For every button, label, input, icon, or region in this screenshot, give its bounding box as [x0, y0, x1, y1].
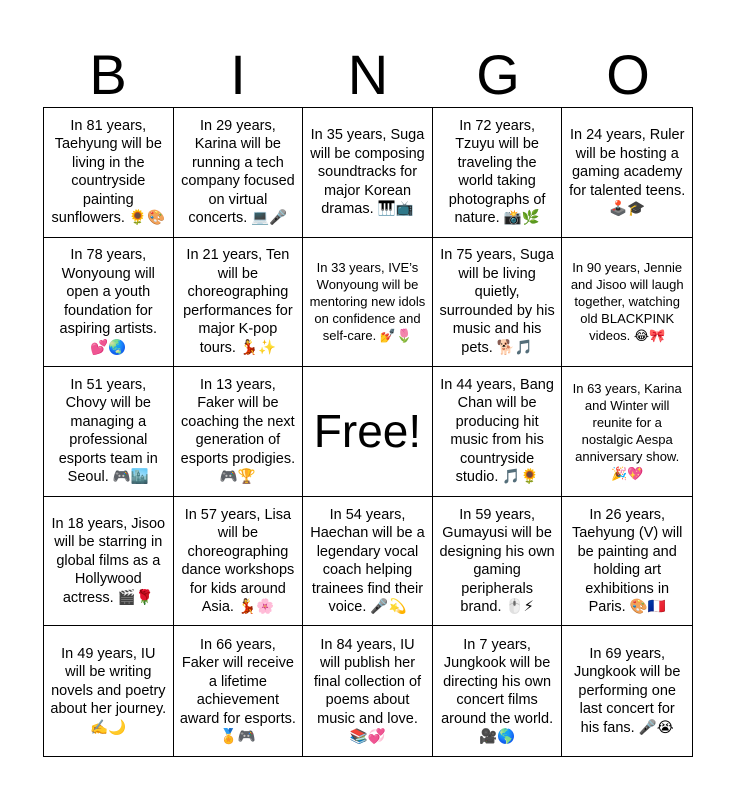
bingo-cell[interactable]: In 75 years, Suga will be living quietly, surrounded by his music and his pets. 🐕🎵: [433, 238, 563, 368]
bingo-cell[interactable]: In 35 years, Suga will be composing soundtracks for major Korean dramas. 🎹📺: [303, 108, 433, 238]
bingo-cell[interactable]: In 81 years, Taehyung will be living in the countryside painting sunflowers. 🌻🎨: [44, 108, 174, 238]
bingo-cell[interactable]: In 44 years, Bang Chan will be producing hit music from his countryside studio. 🎵🌻: [433, 367, 563, 497]
bingo-cell[interactable]: In 24 years, Ruler will be hosting a gaming academy for talented teens. 🕹️🎓: [562, 108, 692, 238]
bingo-cell[interactable]: In 18 years, Jisoo will be starring in global films as a Hollywood actress. 🎬🌹: [44, 497, 174, 627]
bingo-cell[interactable]: In 29 years, Karina will be running a tech company focused on virtual concerts. 💻🎤: [174, 108, 304, 238]
bingo-cell[interactable]: In 66 years, Faker will receive a lifetime achievement award for esports. 🏅🎮: [174, 626, 304, 756]
bingo-cell[interactable]: In 84 years, IU will publish her final collection of poems about music and love. 📚💞: [303, 626, 433, 756]
free-space-cell[interactable]: Free!: [303, 367, 433, 497]
header-letter-n: N: [347, 43, 389, 106]
bingo-cell[interactable]: In 13 years, Faker will be coaching the next generation of esports prodigies. 🎮🏆: [174, 367, 304, 497]
bingo-cell[interactable]: In 21 years, Ten will be choreographing performances for major K-pop tours. 💃✨: [174, 238, 304, 368]
header-letter-o: O: [606, 43, 650, 106]
bingo-cell[interactable]: In 49 years, IU will be writing novels and poetry about her journey. ✍️🌙: [44, 626, 174, 756]
bingo-cell[interactable]: In 63 years, Karina and Winter will reunite for a nostalgic Aespa anniversary show. 🎉💖: [562, 367, 692, 497]
bingo-grid: [43, 107, 693, 757]
bingo-cell[interactable]: In 26 years, Taehyung (V) will be painting and holding art exhibitions in Paris. 🎨🇫🇷: [562, 497, 692, 627]
bingo-header: [43, 40, 693, 110]
bingo-cell[interactable]: In 72 years, Tzuyu will be traveling the world taking photographs of nature. 📸🌿: [433, 108, 563, 238]
bingo-cell[interactable]: In 33 years, IVE’s Wonyoung will be mentoring new idols on confidence and self-care. 💅🌷: [303, 238, 433, 368]
bingo-cell[interactable]: In 78 years, Wonyoung will open a youth foundation for aspiring artists. 💕🌏: [44, 238, 174, 368]
header-letter-i: I: [230, 43, 246, 106]
header-letter-g: G: [476, 43, 520, 106]
bingo-cell[interactable]: In 54 years, Haechan will be a legendary vocal coach helping trainees find their voice. 🎤💫: [303, 497, 433, 627]
bingo-cell[interactable]: In 7 years, Jungkook will be directing his own concert films around the world. 🎥🌎: [433, 626, 563, 756]
bingo-cell[interactable]: In 69 years, Jungkook will be performing one last concert for his fans. 🎤😭: [573, 645, 681, 736]
bingo-cell[interactable]: In 57 years, Lisa will be choreographing dance workshops for kids around Asia. 💃🌸: [174, 497, 304, 627]
bingo-cell[interactable]: In 59 years, Gumayusi will be designing his own gaming peripherals brand. 🖱️⚡: [433, 497, 563, 627]
bingo-cell[interactable]: In 90 years, Jennie and Jisoo will laugh together, watching old BLACKPINK videos. 😂🎀: [562, 238, 692, 368]
header-letter-b: B: [89, 43, 127, 106]
bingo-cell[interactable]: In 51 years, Chovy will be managing a professional esports team in Seoul. 🎮🏙️: [44, 367, 174, 497]
